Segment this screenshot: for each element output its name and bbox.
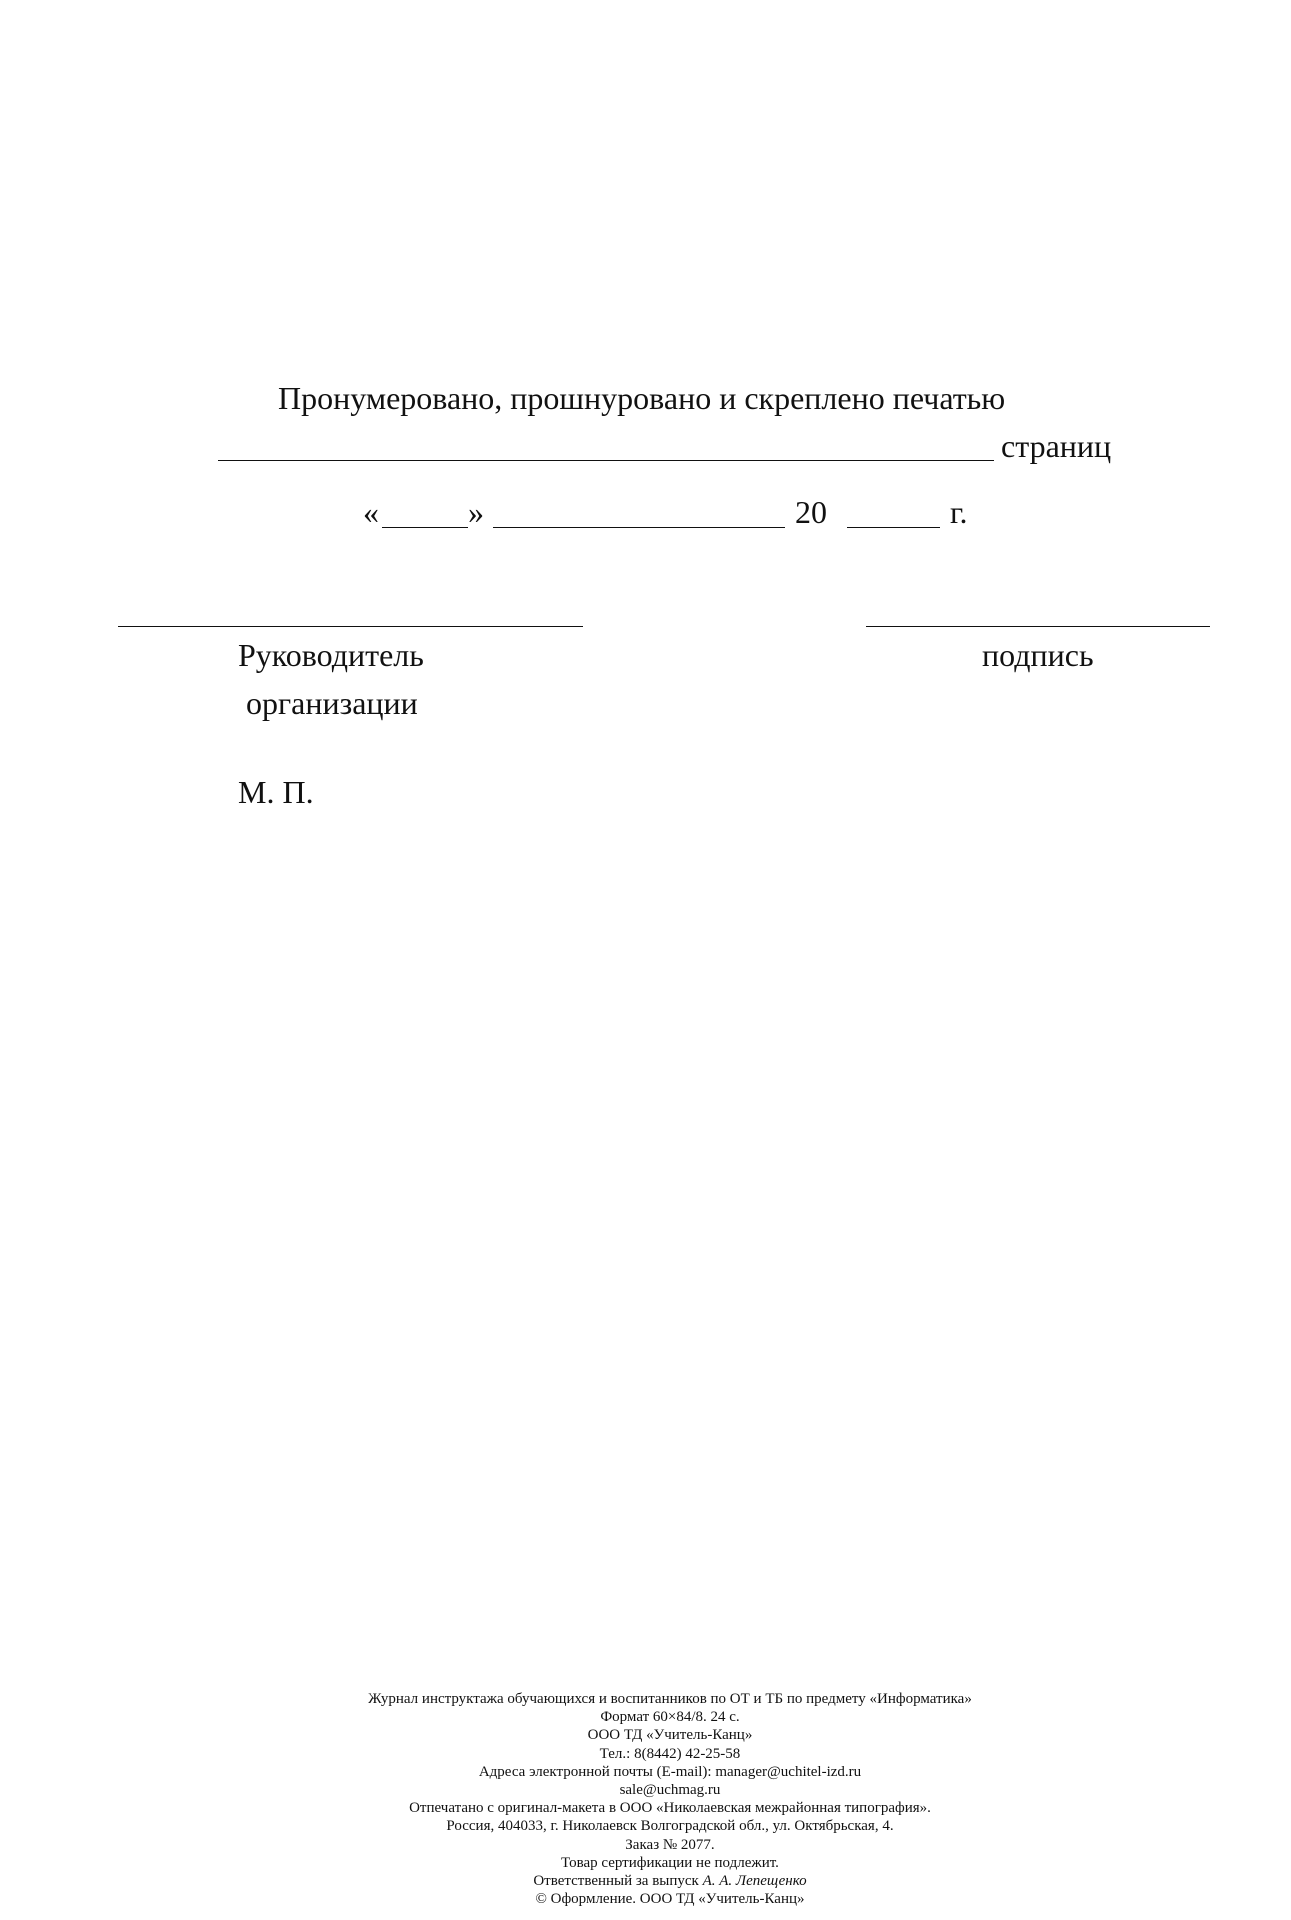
stamp-place: М. П. <box>238 774 314 810</box>
signature-label: подпись <box>982 637 1094 673</box>
imprint-publisher: ООО ТД «Учитель-Канц» <box>587 1727 753 1744</box>
pages-count-blank <box>218 460 994 461</box>
imprint-order: Заказ № 2077. <box>625 1836 715 1853</box>
imprint-printed-at: Отпечатано с оригинал-макета в ООО «Николаевская межрайонная типография». <box>409 1800 931 1817</box>
certification-heading: Пронумеровано, прошнуровано и скреплено печатью <box>278 380 1006 416</box>
pages-suffix: страниц <box>1001 428 1112 464</box>
imprint-email-2: sale@uchmag.ru <box>619 1782 721 1799</box>
date-open-quote: « <box>363 494 379 530</box>
imprint-format: Формат 60×84/8. 24 с. <box>600 1709 740 1726</box>
imprint-certification-note: Товар сертификации не подлежит. <box>561 1854 779 1871</box>
day-blank <box>382 527 468 528</box>
imprint-block <box>0 1690 1291 1908</box>
imprint-responsible-name: А. А. Лепещенко <box>702 1873 807 1890</box>
imprint-title: Журнал инструктажа обучающихся и воспитанников по ОТ и ТБ по предмету «Информатика» <box>368 1691 972 1707</box>
head-label-line2: организации <box>246 685 418 721</box>
year-prefix: 20 <box>795 494 827 530</box>
imprint-phone: Тел.: 8(8442) 42-25-58 <box>599 1745 741 1762</box>
head-label-line1: Руководитель <box>238 637 424 673</box>
signature-blank <box>866 626 1210 627</box>
imprint-responsible-prefix: Ответственный за выпуск <box>533 1873 699 1890</box>
year-blank <box>847 527 940 528</box>
imprint-responsible <box>0 1872 1291 1890</box>
imprint-design: © Оформление. ООО ТД «Учитель-Канц» <box>535 1891 805 1908</box>
year-suffix: г. <box>950 494 968 530</box>
imprint-address: Россия, 404033, г. Николаевск Волгоградской обл., ул. Октябрьская, 4. <box>446 1818 894 1835</box>
imprint-email-line: Адреса электронной почты (E-mail): manager@uchitel-izd.ru <box>478 1763 862 1780</box>
head-name-blank <box>118 626 583 627</box>
date-close-quote: » <box>468 494 484 530</box>
month-blank <box>493 527 785 528</box>
